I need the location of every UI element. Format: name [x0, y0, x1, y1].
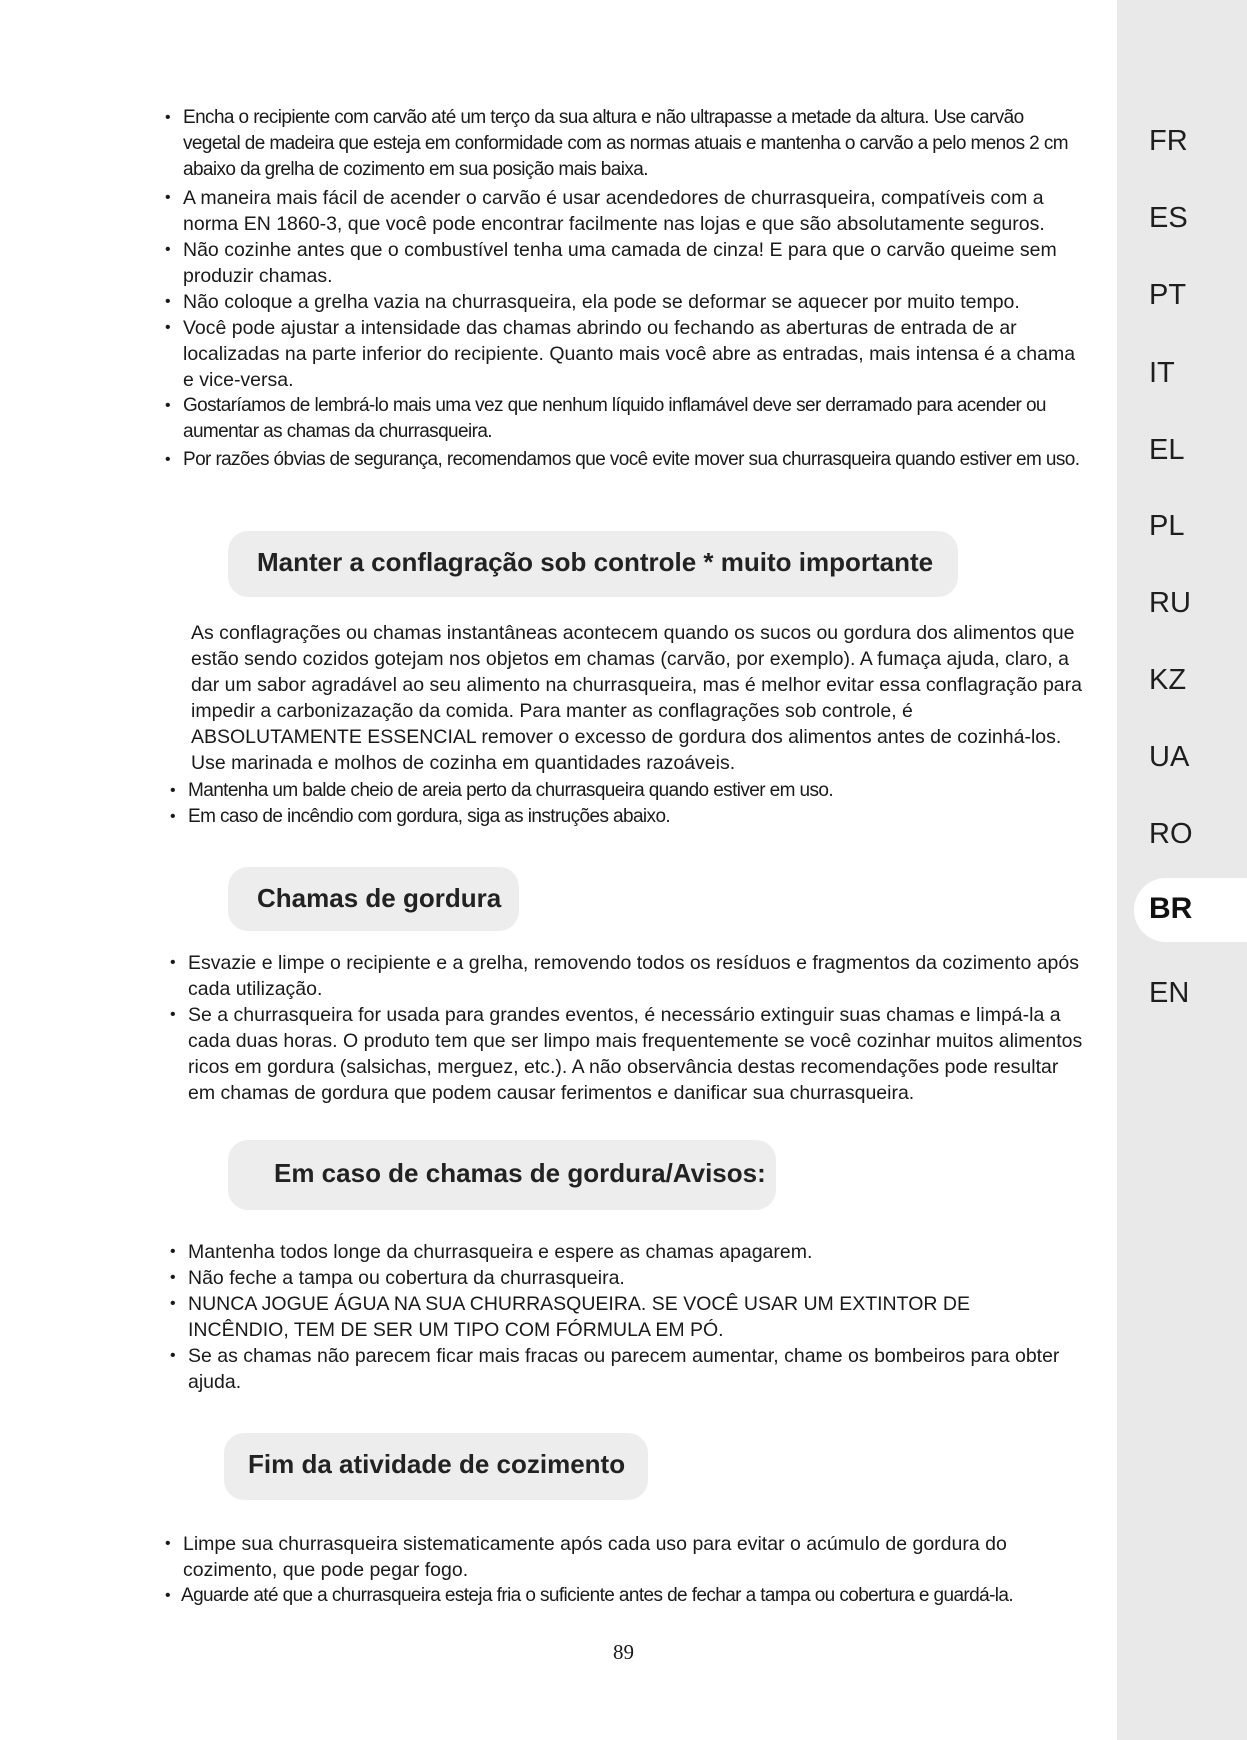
- list-item: • Por razões óbvias de segurança, recomendamos que você evite mover sua churrasqueira quando estiver em uso.: [165, 447, 1085, 473]
- language-tab-ru[interactable]: RU: [1149, 587, 1191, 619]
- language-tab-ro[interactable]: RO: [1149, 818, 1193, 850]
- language-tab-br-active[interactable]: [1134, 878, 1247, 942]
- conflagration-bullet-list: [170, 778, 1085, 830]
- language-tab-el[interactable]: EL: [1149, 434, 1185, 466]
- section-title: Manter a conflagração sob controle * muito importante: [257, 547, 934, 577]
- list-item: • Mantenha um balde cheio de areia perto da churrasqueira quando estiver em uso.: [170, 778, 1085, 804]
- grease-flames-bullet-list: [170, 950, 1090, 1106]
- language-tab-it[interactable]: IT: [1149, 357, 1175, 389]
- language-tab-pl[interactable]: PL: [1149, 510, 1185, 542]
- section-title: Em caso de chamas de gordura/Avisos:: [274, 1158, 766, 1188]
- section-heading-end-cooking: [224, 1433, 648, 1500]
- section-heading-grease-flames: [228, 867, 519, 931]
- list-item: • Não cozinhe antes que o combustível tenha uma camada de cinza! E para que o carvão queime sem produzir chamas.: [165, 237, 1085, 289]
- list-item: • Mantenha todos longe da churrasqueira e espere as chamas apagarem.: [170, 1239, 1090, 1265]
- list-item: • Você pode ajustar a intensidade das chamas abrindo ou fechando as aberturas de entrada de ar localizadas na parte inferior do recipiente. Quanto mais você abre as entradas, mais intensa é a chama e vice-versa.: [165, 315, 1085, 393]
- list-item: • Esvazie e limpe o recipiente e a grelha, removendo todos os resíduos e fragmentos da cozimento após cada utilização.: [170, 950, 1090, 1002]
- language-tab-es[interactable]: ES: [1149, 202, 1188, 234]
- list-item: • Se a churrasqueira for usada para grandes eventos, é necessário extinguir suas chamas e limpá-la a cada duas horas. O produto tem que ser limpo mais frequentemente se você cozinhar muitos alimentos ricos em gordura (salsichas, merguez, etc.). A não observância destas recomendações pode resultar em chamas de gordura que podem causar ferimentos e danificar sua churrasqueira.: [170, 1002, 1090, 1106]
- section-heading-warnings: [228, 1140, 776, 1210]
- section-title: Fim da atividade de cozimento: [248, 1449, 626, 1479]
- list-item: • A maneira mais fácil de acender o carvão é usar acendedores de churrasqueira, compatíveis com a norma EN 1860-3, que você pode encontrar facilmente nas lojas e que são absolutamente seguros.: [165, 185, 1085, 237]
- language-sidebar: [1117, 0, 1247, 1740]
- list-item: • Não feche a tampa ou cobertura da churrasqueira.: [170, 1265, 1090, 1291]
- page-number: 89: [613, 1640, 634, 1664]
- section-heading-conflagration: [228, 531, 958, 597]
- language-tab-en[interactable]: EN: [1149, 977, 1190, 1009]
- language-tab-ua[interactable]: UA: [1149, 741, 1190, 773]
- end-cooking-bullet-list: [165, 1531, 1090, 1609]
- list-item: • Gostaríamos de lembrá-lo mais uma vez que nenhum líquido inflamável deve ser derramado para acender ou aumentar as chamas da churrasqueira.: [165, 393, 1085, 447]
- language-tab-pt[interactable]: PT: [1149, 279, 1187, 311]
- list-item: • Encha o recipiente com carvão até um terço da sua altura e não ultrapasse a metade da altura. Use carvão vegetal de madeira que esteja em conformidade com as normas atuais e mantenha o carvão a pelo menos 2 cm abaixo da grelha de cozimento em sua posição mais baixa.: [165, 105, 1085, 185]
- section-title: Chamas de gordura: [257, 883, 502, 913]
- language-tab-kz[interactable]: KZ: [1149, 664, 1187, 696]
- warnings-bullet-list: [170, 1239, 1090, 1395]
- list-item: • Limpe sua churrasqueira sistematicamente após cada uso para evitar o acúmulo de gordura do cozimento, que pode pegar fogo.: [165, 1531, 1063, 1583]
- conflagration-paragraph: As conflagrações ou chamas instantâneas acontecem quando os sucos ou gordura dos alimentos que estão sendo cozidos gotejam nos objetos em chamas (carvão, por exemplo). A fumaça ajuda, claro, a dar um sabor agradável ao seu alimento na churrasqueira, mas é melhor evitar essa conflagração para impedir a carbonizazação da comida. Para manter as conflagrações sob controle, é ABSOLUTAMENTE ESSENCIAL remover o excesso de gordura dos alimentos antes de cozinhá-los. Use marinada e molhos de cozinha em quantidades razoáveis.: [191, 622, 1082, 774]
- list-item: • Se as chamas não parecem ficar mais fracas ou parecem aumentar, chame os bombeiros para obter ajuda.: [170, 1343, 1068, 1395]
- list-item: • Aguarde até que a churrasqueira esteja fria o suficiente antes de fechar a tampa ou cobertura e guardá-la.: [165, 1583, 1090, 1609]
- list-item: • NUNCA JOGUE ÁGUA NA SUA CHURRASQUEIRA. SE VOCÊ USAR UM EXTINTOR DE INCÊNDIO, TEM DE SER UM TIPO COM FÓRMULA EM PÓ.: [170, 1291, 1068, 1343]
- list-item: • Em caso de incêndio com gordura, siga as instruções abaixo.: [170, 804, 1085, 830]
- list-item: • Não coloque a grelha vazia na churrasqueira, ela pode se deformar se aquecer por muito tempo.: [165, 289, 1085, 315]
- language-tab-fr[interactable]: FR: [1149, 125, 1188, 157]
- active-language-label: BR: [1149, 892, 1193, 925]
- intro-bullet-list: [165, 105, 1085, 473]
